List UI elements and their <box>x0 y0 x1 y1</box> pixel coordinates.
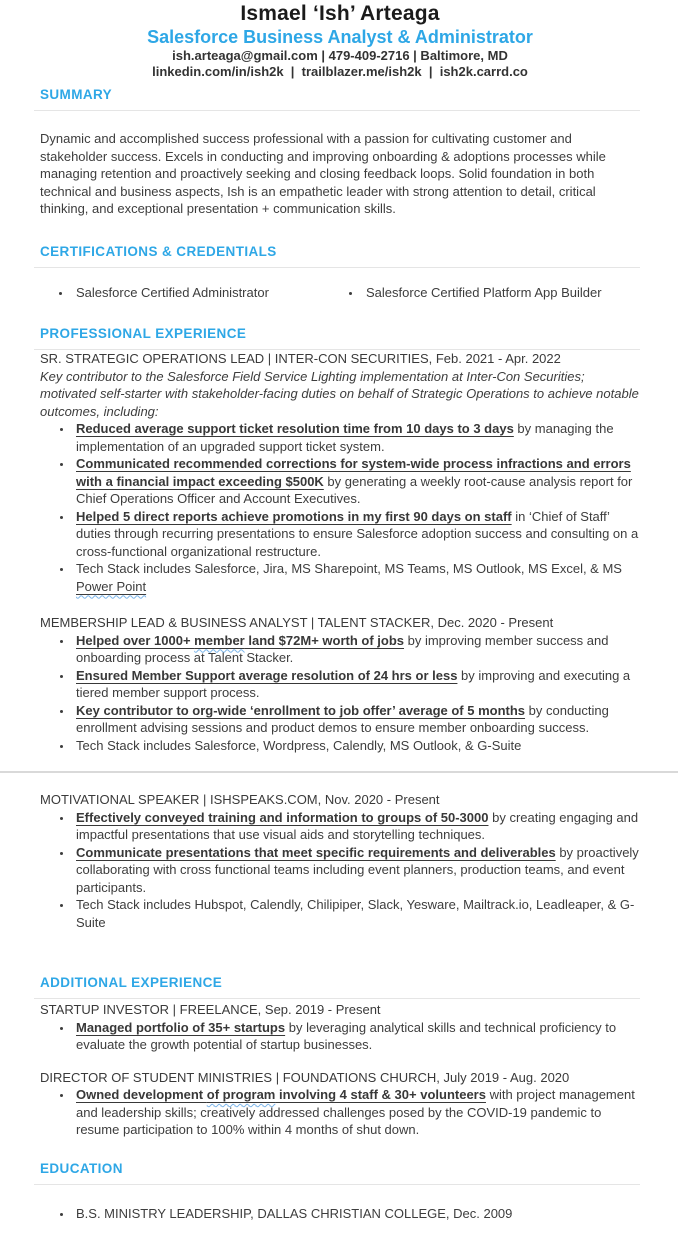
education-item: • B.S. MINISTRY LEADERSHIP, DALLAS CHRISTIAN COLLEGE, Dec. 2009 <box>73 1205 640 1223</box>
summary-heading: SUMMARY <box>40 87 113 102</box>
bullet-item: • Tech Stack includes Hubspot, Calendly, Chilipiper, Slack, Yesware, Mailtrack.io, Leadleaper, & G-Suite <box>73 896 640 931</box>
experience-job <box>40 1069 640 1139</box>
candidate-name: Ismael ‘Ish’ Arteaga <box>240 2 440 25</box>
job-bullet-list <box>40 809 640 932</box>
certifications-heading: CERTIFICATIONS & CREDENTIALS <box>40 243 277 259</box>
experience-job <box>40 1001 640 1054</box>
bullet-item: • Reduced average support ticket resolution time from 10 days to 3 days by managing the implementation of an upgraded support ticket system. <box>73 420 640 455</box>
bullet-item: • Tech Stack includes Salesforce, Jira, MS Sharepoint, MS Teams, MS Outlook, MS Excel, & MS Power Point <box>73 560 640 595</box>
bullet-item: • Communicated recommended corrections for system-wide process infractions and errors with a financial impact exceeding $500K by generating a weekly root-cause analysis report for Chief Operations Officer and Account Executives. <box>73 455 640 508</box>
resume-header <box>40 2 640 80</box>
section-professional-experience <box>40 326 640 931</box>
page-break-divider <box>0 771 678 773</box>
bullet-item: • Helped 5 direct reports achieve promotions in my first 90 days on staff in ‘Chief of Staff’ duties through recurring presentations to ensure Salesforce adoption success and consulting on a cross-functional organizational restructure. <box>73 508 640 561</box>
job-title: MEMBERSHIP LEAD & BUSINESS ANALYST | TALENT STACKER, Dec. 2020 - Present <box>40 615 554 630</box>
bullet-item: • Effectively conveyed training and information to groups of 50-3000 by creating engaging and impactful presentations that use visual aids and storytelling techniques. <box>73 809 640 844</box>
education-list <box>40 1205 640 1223</box>
experience-job <box>40 614 640 754</box>
job-title: SR. STRATEGIC OPERATIONS LEAD | INTER-CON SECURITIES, Feb. 2021 - Apr. 2022 <box>40 351 561 366</box>
summary-paragraph: Dynamic and accomplished success professional with a passion for cultivating customer and stakeholder success. Excels in conducting and improving onboarding & adoptions processes while managing retention and proactively seeking and closing feedback loops. Solid foundation in both technical and business aspects, Ish is an empathetic leader with strong attention to detail, critical thinking, and exceptional presentation + communication skills. <box>40 131 606 216</box>
bullet-item: • Communicate presentations that meet specific requirements and deliverables by proactively collaborating with cross functional teams including event planners, production teams, and event participants. <box>73 844 640 897</box>
bullet-item: • Owned development of program involving 4 staff & 30+ volunteers with project management and leadership skills; creatively addressed challenges posed by the COVID-19 pandemic to resume participation to 100% within 4 months of shut down. <box>73 1086 640 1139</box>
section-additional-experience <box>40 975 640 1139</box>
experience-job <box>40 791 640 931</box>
certifications-list <box>40 284 640 302</box>
section-summary <box>40 87 640 218</box>
experience-job <box>40 350 640 595</box>
job-intro: Key contributor to the Salesforce Field Service Lighting implementation at Inter-Con Securities; motivated self-starter with stakeholder-facing duties on behalf of Strategic Operations to achieve notable outcomes, including: <box>40 368 639 419</box>
section-rule <box>34 110 640 111</box>
job-title: MOTIVATIONAL SPEAKER | ISHSPEAKS.COM, Nov. 2020 - Present <box>40 792 440 807</box>
bullet-item: • Tech Stack includes Salesforce, Wordpress, Calendly, MS Outlook, & G-Suite <box>73 737 640 755</box>
education-heading: EDUCATION <box>40 1160 123 1176</box>
contact-line-1: ish.arteaga@gmail.com | 479-409-2716 | Baltimore, MD <box>172 48 508 63</box>
contact-line-2: linkedin.com/in/ish2k | trailblazer.me/ish2k | ish2k.carrd.co <box>152 64 528 79</box>
section-rule <box>34 1184 640 1185</box>
job-title: DIRECTOR OF STUDENT MINISTRIES | FOUNDATIONS CHURCH, July 2019 - Aug. 2020 <box>40 1069 570 1085</box>
bullet-item: • Ensured Member Support average resolution of 24 hrs or less by improving and executing a tiered member support process. <box>73 667 640 702</box>
section-rule <box>34 998 640 999</box>
job-bullet-list <box>40 632 640 755</box>
additional-experience-heading: ADDITIONAL EXPERIENCE <box>40 975 223 990</box>
bullet-item: • Helped over 1000+ member land $72M+ worth of jobs by improving member success and onboarding process at Talent Stacker. <box>73 632 640 667</box>
section-education <box>40 1161 640 1223</box>
candidate-title: Salesforce Business Analyst & Administrator <box>147 27 533 47</box>
job-title: STARTUP INVESTOR | FREELANCE, Sep. 2019 - Present <box>40 1002 381 1017</box>
certification-item: Salesforce Certified Platform App Builder <box>366 284 602 300</box>
professional-experience-heading: PROFESSIONAL EXPERIENCE <box>40 326 247 341</box>
job-bullet-list <box>40 1086 640 1139</box>
certification-item: Salesforce Certified Administrator <box>76 284 269 300</box>
bullet-item: • Managed portfolio of 35+ startups by leveraging analytical skills and technical proficiency to evaluate the growth potential of startup businesses. <box>73 1019 640 1054</box>
bullet-item: • Key contributor to org-wide ‘enrollment to job offer’ average of 5 months by conducting enrollment advising sessions and product demos to ensure member onboarding success. <box>73 702 640 737</box>
job-bullet-list <box>40 420 640 595</box>
section-rule <box>34 267 640 268</box>
job-bullet-list <box>40 1019 640 1054</box>
section-certifications <box>40 244 640 302</box>
